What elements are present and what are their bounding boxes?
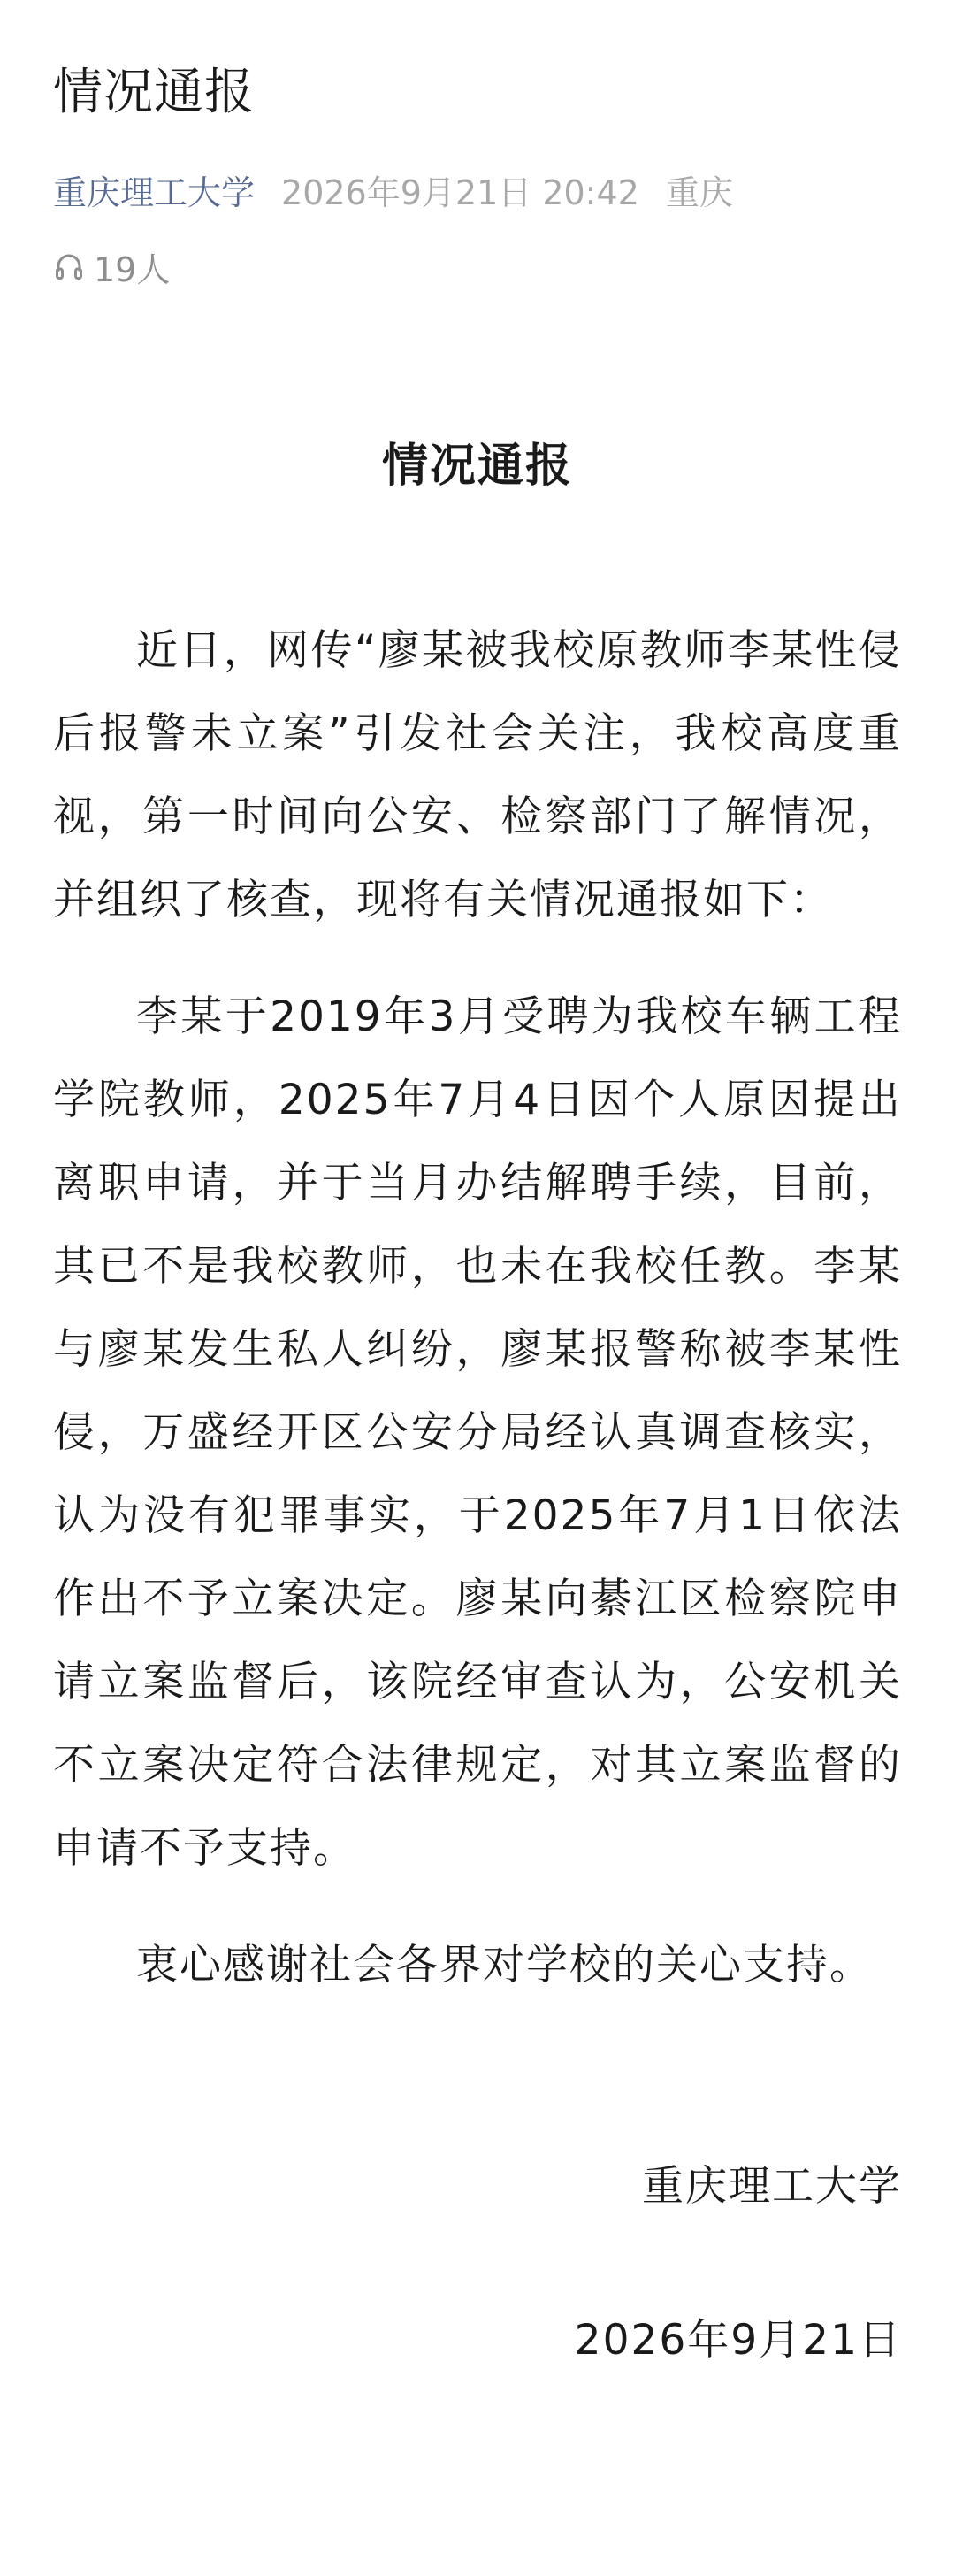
publish-location: 重庆 (665, 173, 733, 212)
listen-button[interactable] (53, 242, 902, 291)
content-heading: 情况通报 (381, 439, 573, 493)
article-content (53, 428, 902, 2366)
article-meta (53, 173, 902, 214)
paragraph-details: 李某于2019年3月受聘为我校车辆工程学院教师，2025年7月4日因个人原因提出离职申请，并于当月办结解聘手续，目前，其已不是我校教师，也未在我校任教。李某与廖某发生私人纠纷，廖某报警称被李某性侵，万盛经开区公安分局经认真调查核实，认为没有犯罪事实，于2025年7月1日依法作出不予立案决定。廖某向綦江区检察院申请立案监督后，该院经审查认为，公安机关不立案决定符合法律规定，对其立案监督的申请不予支持。 (53, 992, 902, 1873)
publish-datetime: 2026年9月21日 20:42 (281, 173, 639, 212)
publisher-link[interactable]: 重庆理工大学 (53, 173, 256, 212)
signature-org: 重庆理工大学 (642, 2161, 902, 2211)
listen-count: 19人 (94, 249, 171, 289)
paragraph-thanks: 衷心感谢社会各界对学校的关心支持。 (136, 1940, 873, 1990)
paragraph-intro: 近日，网传“廖某被我校原教师李某性侵后报警未立案”引发社会关注，我校高度重视，第一时间向公安、检察部门了解情况，并组织了核查，现将有关情况通报如下： (53, 625, 902, 924)
article-title: 情况通报 (53, 64, 255, 121)
signature-date: 2026年9月21日 (574, 2315, 902, 2365)
headphones-icon (53, 250, 85, 282)
